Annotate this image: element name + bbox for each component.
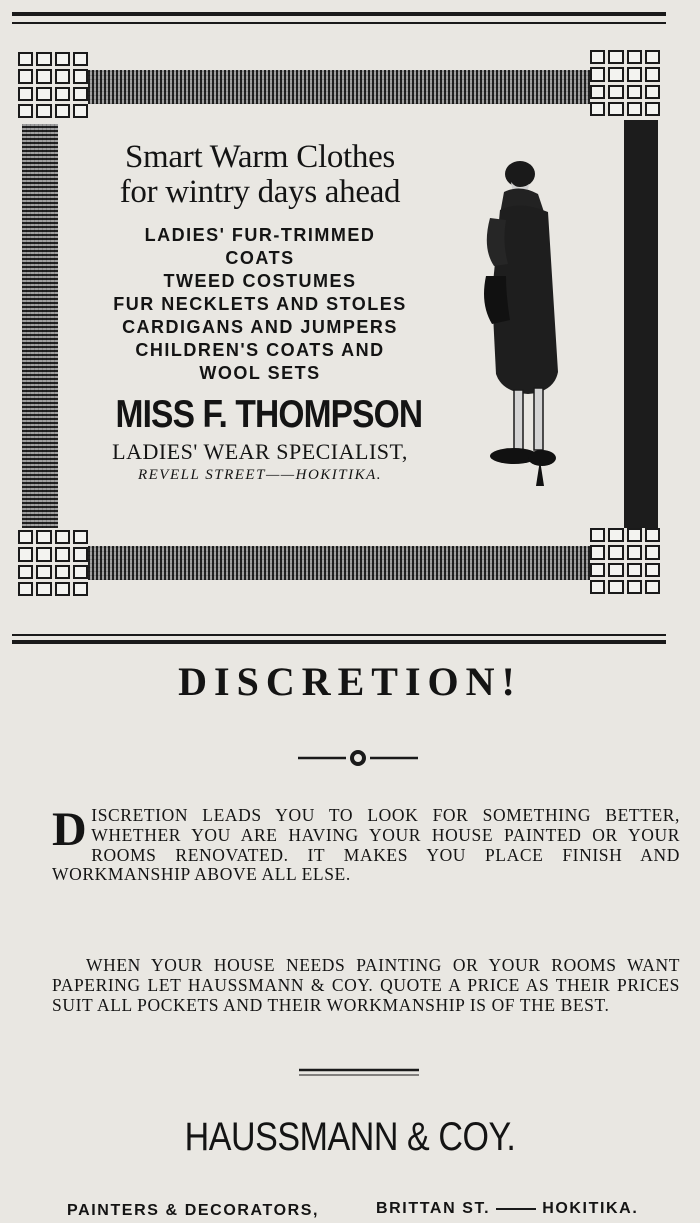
merchandise-item: FUR NECKLETS AND STOLES xyxy=(113,294,407,315)
section-rule-thin xyxy=(12,634,666,636)
border-bottom-band xyxy=(88,546,590,580)
ring-ornament xyxy=(296,748,420,768)
corner-ornament-bottom-left xyxy=(18,530,88,596)
handbag xyxy=(484,276,510,324)
merchandise-item: COATS xyxy=(225,247,295,268)
merchandise-item: CHILDREN'S COATS AND xyxy=(135,340,385,361)
leg-left xyxy=(514,390,523,450)
leg-right xyxy=(534,388,543,450)
merchandise-item: CARDIGANS AND JUMPERS xyxy=(122,317,398,338)
headline-line-1: Smart Warm Clothes xyxy=(125,139,395,175)
merchandise-item: WOOL SETS xyxy=(199,363,321,384)
dash-separator xyxy=(496,1208,536,1210)
drop-cap: D xyxy=(52,803,88,856)
merchandise-item: LADIES' FUR-TRIMMED xyxy=(144,224,376,245)
ad-headline xyxy=(92,140,428,210)
shop-specialty: LADIES' WEAR SPECIALIST, xyxy=(112,439,408,465)
merchandise-list xyxy=(92,224,428,385)
town-name: HOKITIKA. xyxy=(542,1200,639,1217)
top-rule-thin xyxy=(12,22,666,24)
merchandise-item: TWEED COSTUMES xyxy=(163,271,357,291)
section-rule-thick xyxy=(12,640,666,644)
shop-name: MISS F. THOMPSON xyxy=(115,393,423,437)
paragraph-1-text: ISCRETION LEADS YOU TO LOOK FOR SOMETHING BETTER, WHETHER YOU ARE HAVING YOUR HOUSE PAINTED OR YOUR ROOMS RENOVATED. IT MAKES YOU PLACE FINISH AND WORKMANSHIP ABOVE ALL ELSE. xyxy=(52,805,680,885)
street-name: BRITTAN ST. xyxy=(376,1200,491,1217)
headline-line-2: for wintry days ahead xyxy=(119,173,401,210)
shop-address: REVELL STREET——HOKITIKA. xyxy=(137,467,383,484)
corner-ornament-top-right xyxy=(590,50,660,116)
lady-in-coat-illustration xyxy=(484,158,566,498)
thompson-ad-copy xyxy=(92,140,428,484)
top-rule-thick xyxy=(12,12,666,16)
border-left-band xyxy=(22,124,58,528)
firm-name: HAUSSMANN & COY. xyxy=(184,1115,516,1159)
firm-trade: PAINTERS & DECORATORS, xyxy=(67,1202,320,1219)
hat xyxy=(505,161,535,187)
corner-ornament-bottom-right xyxy=(590,528,660,594)
corner-ornament-top-left xyxy=(18,52,88,118)
border-right-band xyxy=(624,120,658,528)
border-top-band xyxy=(88,70,590,104)
firm-address xyxy=(376,1200,638,1218)
double-rule-ornament xyxy=(297,1066,421,1082)
ad-title: DISCRETION! xyxy=(178,659,522,704)
paragraph-painting: WHEN YOUR HOUSE NEEDS PAINTING OR YOUR ROOMS WANT PAPERING LET HAUSSMANN & COY. QUOTE A PRICE AS THEIR PRICES SUIT ALL POCKETS AND THEIR WORKMANSHIP IS OF THE BEST. xyxy=(52,955,680,1015)
shoe-right xyxy=(528,450,556,466)
paragraph-discretion xyxy=(52,803,680,885)
